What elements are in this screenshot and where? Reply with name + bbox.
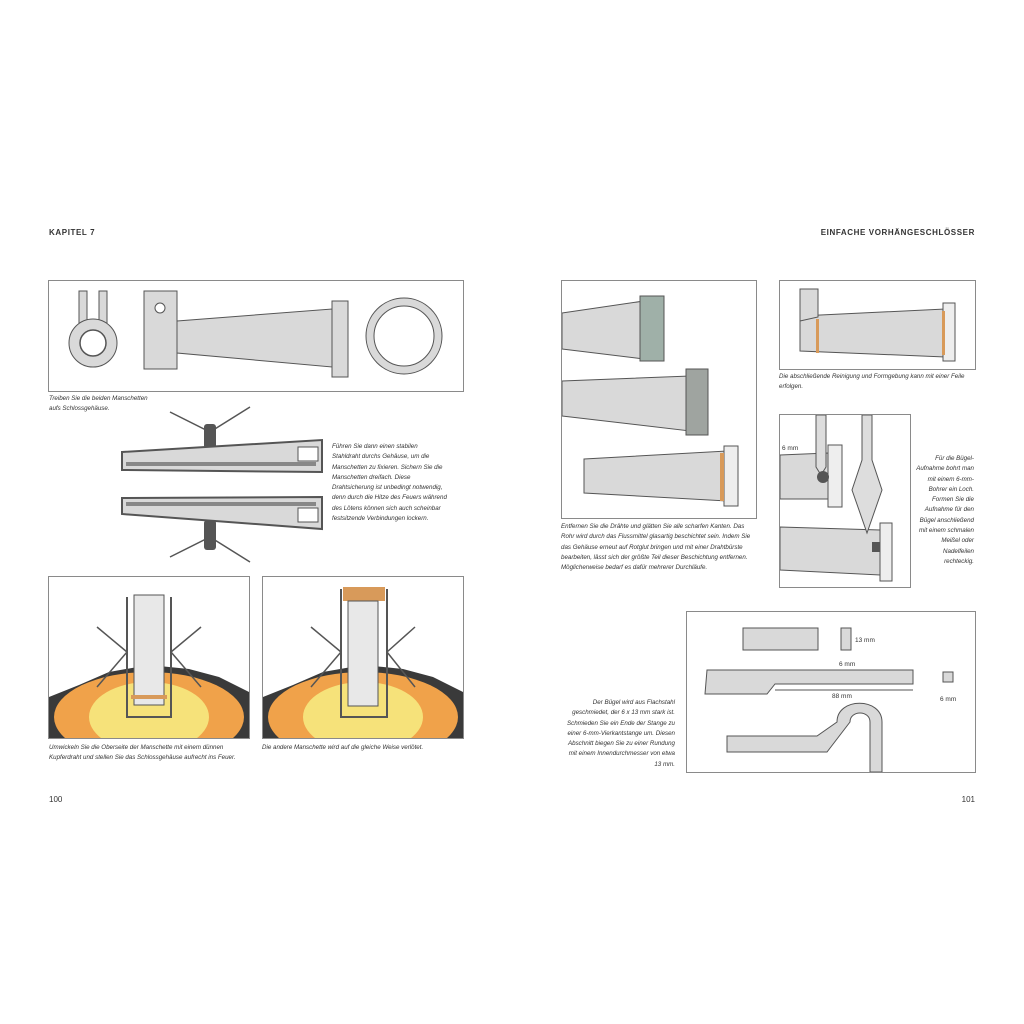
- caption-final: Die abschließende Reinigung und Formgebung kann mit einer Feile erfolgen.: [779, 373, 965, 391]
- cleaning-illustration: [561, 280, 757, 519]
- bar-height-label: 13 mm: [855, 637, 875, 644]
- chapter-header: KAPITEL 7: [49, 228, 96, 237]
- final-shape-illustration: [779, 280, 976, 370]
- wire-illustration: [110, 402, 330, 567]
- fire-illustration-1: [48, 576, 250, 739]
- caption-fire1: Umwickeln Sie die Oberseite der Manschette mit einem dünnen Kupferdraht und stellen Sie das Schlossgehäuse aufrecht ins Feuer.: [49, 744, 236, 762]
- caption-drill: Für die Bügel-Aufnahme bohrt man mit einem 6-mm-Bohrer ein Loch. Formen Sie die Aufnahme für den Bügel anschließend mit einem schmalen Meißel oder Nadelfeilen rechteckig.: [916, 455, 974, 565]
- drill-illustration: [779, 414, 911, 588]
- caption-shackle: Der Bügel wird aus Flachstahl geschmiedet, der 6 x 13 mm stark ist. Schmieden Sie ein Ende der Stange zu einer 6-mm-Vierkantstange um. Diesen Abschnitt biegen Sie zu einer Rundung mit einem Innendurchmesser von etwa 13 mm.: [566, 699, 675, 768]
- page-number-right: 101: [961, 795, 975, 804]
- section-header: EINFACHE VORHÄNGESCHLÖSSER: [820, 228, 975, 237]
- fire-illustration-2: [262, 576, 464, 739]
- caption-clean: Entfernen Sie die Drähte und glätten Sie alle scharfen Kanten. Das Rohr wird durch das Flussmittel glasartig beschichtet sein. Indem Sie das Gehäuse erneut auf Rotglut bringen und mit einer Drahtbürste bearbeiten, lässt sich der größte Teil dieser Beschichtung entfernen. Möglicherweise bedarf es dafür mehrerer Durchläufe.: [561, 523, 751, 572]
- shackle-illustration: [686, 611, 976, 773]
- caption-sleeves: Treiben Sie die beiden Manschetten aufs Schlossgehäuse.: [49, 395, 148, 413]
- page-number-left: 100: [49, 795, 63, 804]
- drill-size-label: 6 mm: [782, 445, 799, 452]
- square-length-label: 88 mm: [832, 693, 852, 700]
- caption-wire: Führen Sie dann einen stabilen Stahldraht durchs Gehäuse, um die Manschetten zu fixieren. Sichern Sie die Manschetten dreifach. Diese Drahtsicherung ist unbedingt notwendig, denn durch die Hitze des Feuers während des Lötens können sich auch scheinbar festsitzende Verbindungen lockern.: [332, 443, 447, 523]
- bar-width-label: 6 mm: [839, 661, 856, 668]
- caption-fire2: Die andere Manschette wird auf die gleiche Weise verlötet.: [262, 744, 424, 751]
- square-size-label: 6 mm: [940, 696, 957, 703]
- sleeves-illustration: [48, 280, 464, 392]
